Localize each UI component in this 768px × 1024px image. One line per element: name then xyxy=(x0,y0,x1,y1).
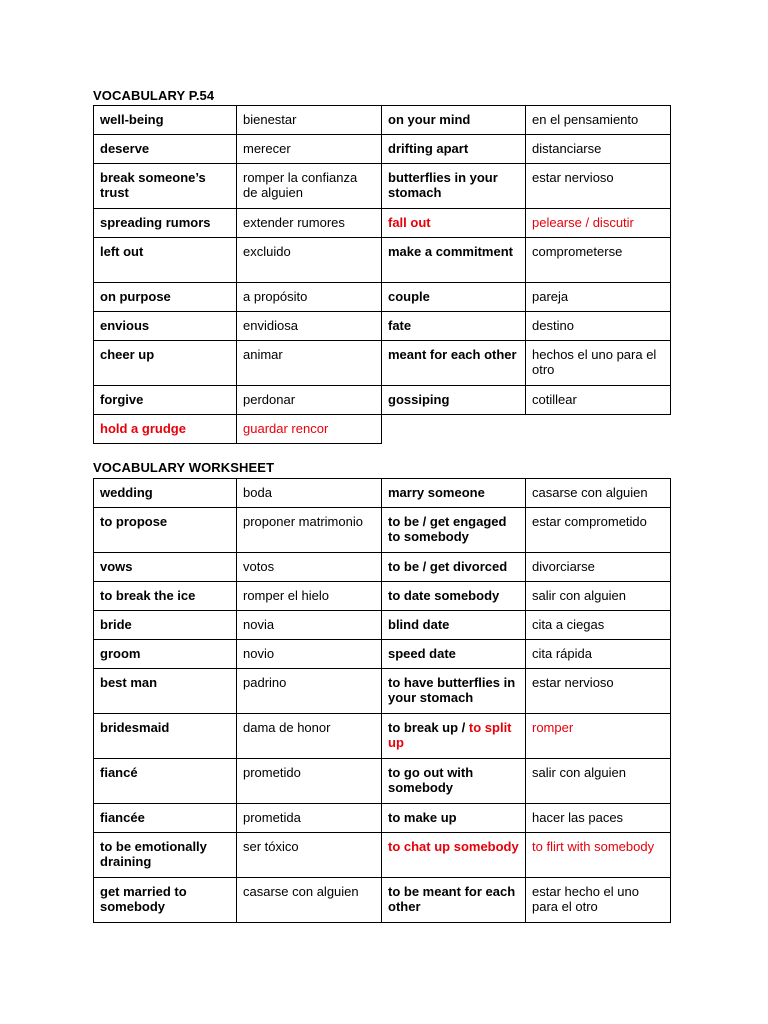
spanish-translation: destino xyxy=(532,318,574,333)
spanish-translation-cell xyxy=(237,479,382,508)
table-row xyxy=(94,611,671,640)
english-term-cell xyxy=(382,878,526,923)
english-term: to go out with somebody xyxy=(388,765,474,795)
spanish-translation: salir con alguien xyxy=(532,765,626,780)
english-term-cell xyxy=(94,508,237,553)
spanish-translation-cell xyxy=(526,804,671,833)
table-row xyxy=(94,283,671,312)
table-row xyxy=(94,508,671,553)
spanish-translation-cell xyxy=(237,833,382,878)
spanish-translation-cell xyxy=(237,640,382,669)
english-term-cell xyxy=(382,238,526,283)
spanish-translation-cell xyxy=(237,415,382,444)
english-term: blind date xyxy=(388,617,450,632)
spanish-translation-cell xyxy=(526,759,671,804)
spanish-translation: merecer xyxy=(243,141,291,156)
spanish-translation: estar nervioso xyxy=(532,170,614,185)
english-term-cell xyxy=(94,714,237,759)
spanish-translation-cell xyxy=(526,479,671,508)
spanish-translation: padrino xyxy=(243,675,287,690)
english-term: bridesmaid xyxy=(100,720,170,735)
english-term: break someone’s trust xyxy=(100,170,206,200)
english-term: drifting apart xyxy=(388,141,469,156)
english-term: best man xyxy=(100,675,158,690)
spanish-translation: envidiosa xyxy=(243,318,298,333)
english-term: to date somebody xyxy=(388,588,500,603)
spanish-translation-cell xyxy=(526,386,671,415)
english-term-cell xyxy=(94,804,237,833)
english-term: groom xyxy=(100,646,141,661)
spanish-translation: hechos el uno para el otro xyxy=(532,347,657,377)
empty-cell xyxy=(382,415,526,444)
english-term-cell xyxy=(382,479,526,508)
english-term: gossiping xyxy=(388,392,450,407)
spanish-translation: distanciarse xyxy=(532,141,602,156)
spanish-translation-cell xyxy=(526,135,671,164)
table-row xyxy=(94,415,671,444)
spanish-translation-cell xyxy=(237,106,382,135)
english-term-cell xyxy=(382,669,526,714)
english-term-cell xyxy=(94,283,237,312)
spanish-translation: proponer matrimonio xyxy=(243,514,363,529)
english-term-cell xyxy=(94,669,237,714)
table-row xyxy=(94,106,671,135)
spanish-translation: salir con alguien xyxy=(532,588,626,603)
english-term-cell xyxy=(382,135,526,164)
english-term-cell xyxy=(382,164,526,209)
spanish-translation-cell xyxy=(237,553,382,582)
table-row xyxy=(94,209,671,238)
english-term-cell xyxy=(94,312,237,341)
spanish-translation-cell xyxy=(237,508,382,553)
spanish-translation-cell xyxy=(237,669,382,714)
english-term-cell xyxy=(382,106,526,135)
spanish-translation-cell xyxy=(526,209,671,238)
spanish-translation: prometida xyxy=(243,810,301,825)
english-term: well-being xyxy=(100,112,164,127)
table-row xyxy=(94,640,671,669)
spanish-translation-cell xyxy=(237,312,382,341)
spanish-translation: ser tóxico xyxy=(243,839,299,854)
spanish-translation: to flirt with somebody xyxy=(532,839,655,854)
spanish-translation: estar nervioso xyxy=(532,675,614,690)
spanish-translation: cita rápida xyxy=(532,646,592,661)
english-term: cheer up xyxy=(100,347,155,362)
table-row xyxy=(94,804,671,833)
english-term-cell xyxy=(94,553,237,582)
table-row xyxy=(94,386,671,415)
spanish-translation: romper xyxy=(532,720,574,735)
spanish-translation: casarse con alguien xyxy=(243,884,359,899)
spanish-translation-cell xyxy=(526,714,671,759)
english-term-cell xyxy=(94,415,237,444)
english-term: fiancée xyxy=(100,810,145,825)
table-row xyxy=(94,479,671,508)
section-title-vocabulary-worksheet: VOCABULARY WORKSHEET xyxy=(93,460,275,475)
english-term-cell xyxy=(382,833,526,878)
table-row xyxy=(94,553,671,582)
vocabulary-worksheet-table xyxy=(93,478,671,923)
spanish-translation-cell xyxy=(237,759,382,804)
spanish-translation-cell xyxy=(526,164,671,209)
english-term-cell xyxy=(94,833,237,878)
spanish-translation: cotillear xyxy=(532,392,577,407)
english-term: fall out xyxy=(388,215,431,230)
spanish-translation-cell xyxy=(526,878,671,923)
spanish-translation: romper la confianza de alguien xyxy=(243,170,358,200)
spanish-translation: pareja xyxy=(532,289,569,304)
table-row xyxy=(94,135,671,164)
english-term-cell xyxy=(94,386,237,415)
spanish-translation: cita a ciegas xyxy=(532,617,605,632)
table-row xyxy=(94,878,671,923)
english-term: meant for each other xyxy=(388,347,517,362)
english-term: fate xyxy=(388,318,412,333)
spanish-translation: hacer las paces xyxy=(532,810,624,825)
spanish-translation-cell xyxy=(526,582,671,611)
english-term: wedding xyxy=(100,485,153,500)
english-term-cell xyxy=(382,386,526,415)
spanish-translation: divorciarse xyxy=(532,559,595,574)
spanish-translation: en el pensamiento xyxy=(532,112,639,127)
english-term-cell xyxy=(382,209,526,238)
english-term-cell xyxy=(94,582,237,611)
spanish-translation-cell xyxy=(526,238,671,283)
english-term-cell xyxy=(94,106,237,135)
vocabulary-table-p54 xyxy=(93,105,671,444)
table-row xyxy=(94,582,671,611)
spanish-translation: a propósito xyxy=(243,289,308,304)
spanish-translation-cell xyxy=(526,611,671,640)
english-term-cell xyxy=(94,759,237,804)
spanish-translation-cell xyxy=(526,669,671,714)
english-term-cell xyxy=(94,209,237,238)
english-term-cell xyxy=(382,312,526,341)
english-term: on your mind xyxy=(388,112,471,127)
empty-cell xyxy=(526,415,671,444)
table-row xyxy=(94,164,671,209)
english-term: on purpose xyxy=(100,289,171,304)
spanish-translation-cell xyxy=(237,714,382,759)
spanish-translation: excluido xyxy=(243,244,291,259)
english-term: deserve xyxy=(100,141,150,156)
spanish-translation-cell xyxy=(237,209,382,238)
english-term-cell xyxy=(94,611,237,640)
spanish-translation: comprometerse xyxy=(532,244,623,259)
english-term: spreading rumors xyxy=(100,215,211,230)
english-term-cell xyxy=(382,804,526,833)
english-term-cell xyxy=(382,611,526,640)
spanish-translation-cell xyxy=(237,341,382,386)
spanish-translation: animar xyxy=(243,347,283,362)
english-term: fiancé xyxy=(100,765,138,780)
table-row xyxy=(94,238,671,283)
english-term: couple xyxy=(388,289,430,304)
spanish-translation: perdonar xyxy=(243,392,296,407)
spanish-translation: estar comprometido xyxy=(532,514,647,529)
spanish-translation-cell xyxy=(526,553,671,582)
spanish-translation: novio xyxy=(243,646,275,661)
english-term: make a commitment xyxy=(388,244,513,259)
spanish-translation-cell xyxy=(237,582,382,611)
spanish-translation-cell xyxy=(237,135,382,164)
english-term: to break the ice xyxy=(100,588,196,603)
english-term: to be / get divorced xyxy=(388,559,508,574)
english-term-cell xyxy=(94,135,237,164)
english-term: hold a grudge xyxy=(100,421,186,436)
english-term: left out xyxy=(100,244,144,259)
spanish-translation-cell xyxy=(237,386,382,415)
english-term: marry someone xyxy=(388,485,485,500)
section-title-vocabulary-p54: VOCABULARY P.54 xyxy=(93,88,215,103)
english-term: to chat up somebody xyxy=(388,839,519,854)
spanish-translation: dama de honor xyxy=(243,720,331,735)
english-term: to propose xyxy=(100,514,168,529)
english-term-cell xyxy=(382,341,526,386)
table-row xyxy=(94,341,671,386)
english-term: bride xyxy=(100,617,132,632)
spanish-translation: romper el hielo xyxy=(243,588,329,603)
spanish-translation-cell xyxy=(237,164,382,209)
english-term: to be emotionally draining xyxy=(100,839,207,869)
spanish-translation-cell xyxy=(526,341,671,386)
spanish-translation-cell xyxy=(526,640,671,669)
english-term: to make up xyxy=(388,810,457,825)
spanish-translation-cell xyxy=(526,508,671,553)
english-term-cell xyxy=(94,341,237,386)
english-term-cell xyxy=(94,878,237,923)
table-row xyxy=(94,833,671,878)
english-term-alternative: to split up xyxy=(388,720,512,750)
spanish-translation-cell xyxy=(237,878,382,923)
spanish-translation: casarse con alguien xyxy=(532,485,648,500)
english-term-cell xyxy=(382,283,526,312)
spanish-translation: votos xyxy=(243,559,275,574)
english-term-cell xyxy=(94,640,237,669)
spanish-translation: bienestar xyxy=(243,112,297,127)
spanish-translation: boda xyxy=(243,485,272,500)
english-term-cell xyxy=(94,164,237,209)
table-row xyxy=(94,714,671,759)
spanish-translation: estar hecho el uno para el otro xyxy=(532,884,639,914)
english-term: envious xyxy=(100,318,150,333)
english-term-cell xyxy=(382,640,526,669)
english-term: vows xyxy=(100,559,133,574)
english-term: butterflies in your stomach xyxy=(388,170,498,200)
spanish-translation-cell xyxy=(237,804,382,833)
english-term: speed date xyxy=(388,646,456,661)
spanish-translation-cell xyxy=(237,611,382,640)
english-term: to be / get engaged to somebody xyxy=(388,514,507,544)
spanish-translation-cell xyxy=(526,283,671,312)
table-row xyxy=(94,759,671,804)
english-term: to have butterflies in your stomach xyxy=(388,675,516,705)
table-row xyxy=(94,312,671,341)
spanish-translation-cell xyxy=(526,312,671,341)
english-term-cell xyxy=(382,508,526,553)
spanish-translation: guardar rencor xyxy=(243,421,329,436)
spanish-translation-cell xyxy=(526,833,671,878)
spanish-translation: extender rumores xyxy=(243,215,345,230)
english-term-cell xyxy=(382,553,526,582)
spanish-translation: novia xyxy=(243,617,275,632)
english-term-cell xyxy=(94,238,237,283)
spanish-translation-cell xyxy=(237,238,382,283)
spanish-translation-cell xyxy=(237,283,382,312)
english-term-cell xyxy=(382,759,526,804)
english-term-cell xyxy=(94,479,237,508)
table-row xyxy=(94,669,671,714)
english-term-cell xyxy=(382,714,526,759)
spanish-translation-cell xyxy=(526,106,671,135)
spanish-translation: pelearse / discutir xyxy=(532,215,634,230)
english-term: to break up / xyxy=(388,720,469,735)
english-term-cell xyxy=(382,582,526,611)
spanish-translation: prometido xyxy=(243,765,301,780)
english-term: to be meant for each other xyxy=(388,884,516,914)
english-term: forgive xyxy=(100,392,144,407)
english-term: get married to somebody xyxy=(100,884,187,914)
